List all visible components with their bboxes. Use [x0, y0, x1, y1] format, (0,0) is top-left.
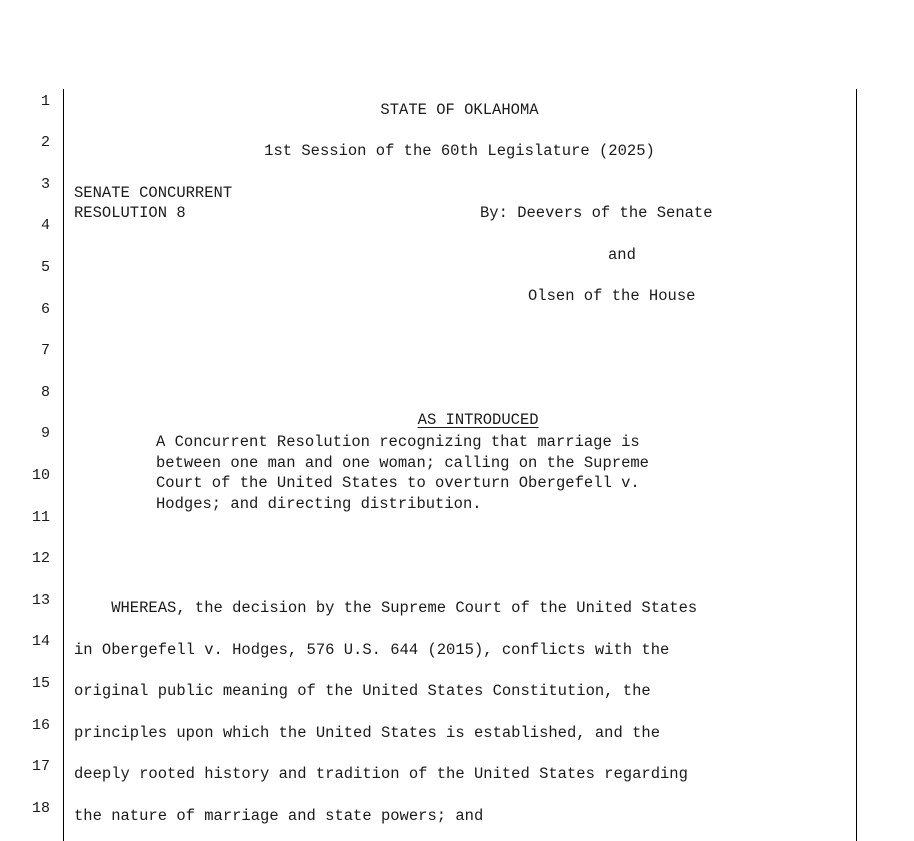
line-number: 1	[40, 93, 50, 110]
summary-line: Court of the United States to overturn Obergefell v.	[156, 474, 640, 492]
line-number: 10	[31, 467, 50, 484]
line-number: 8	[40, 384, 50, 401]
line-number: 12	[31, 550, 50, 567]
status-label: AS INTRODUCED	[417, 411, 539, 429]
sponsor-and: and	[608, 246, 636, 264]
line-number: 6	[40, 301, 50, 318]
body-line: deeply rooted history and tradition of the United States regarding	[74, 765, 688, 783]
line-number: 14	[31, 633, 50, 650]
line-number: 2	[40, 134, 50, 151]
line-number: 7	[40, 342, 50, 359]
summary-line: between one man and one woman; calling on the Supreme	[156, 454, 649, 472]
line-number: 3	[40, 176, 50, 193]
line-number: 11	[31, 509, 50, 526]
summary-line: A Concurrent Resolution recognizing that marriage is	[156, 433, 640, 451]
resolution-type-line2: RESOLUTION 8	[74, 204, 186, 222]
line-number: 17	[31, 758, 50, 775]
sponsor-line: By: Deevers of the Senate	[480, 204, 713, 222]
line-number: 5	[40, 259, 50, 276]
line-number: 9	[40, 425, 50, 442]
summary-line: Hodges; and directing distribution.	[156, 495, 482, 513]
body-line: in Obergefell v. Hodges, 576 U.S. 644 (2015), conflicts with the	[74, 641, 670, 659]
line-number: 18	[31, 800, 50, 817]
body-line: the nature of marriage and state powers; and	[74, 807, 484, 825]
body-line: WHEREAS, the decision by the Supreme Court of the United States	[74, 599, 698, 617]
session-title: 1st Session of the 60th Legislature (2025)	[264, 142, 655, 160]
body-line: principles upon which the United States is established, and the	[74, 724, 660, 742]
line-number: 15	[31, 675, 50, 692]
state-title: STATE OF OKLAHOMA	[380, 101, 539, 119]
body-line: original public meaning of the United States Constitution, the	[74, 682, 651, 700]
line-number: 4	[40, 217, 50, 234]
cosponsor-line: Olsen of the House	[528, 287, 696, 305]
right-margin-rule	[856, 89, 857, 841]
left-margin-rule	[63, 89, 64, 841]
resolution-type-line1: SENATE CONCURRENT	[74, 184, 233, 202]
line-number: 13	[31, 592, 50, 609]
line-number: 16	[31, 717, 50, 734]
